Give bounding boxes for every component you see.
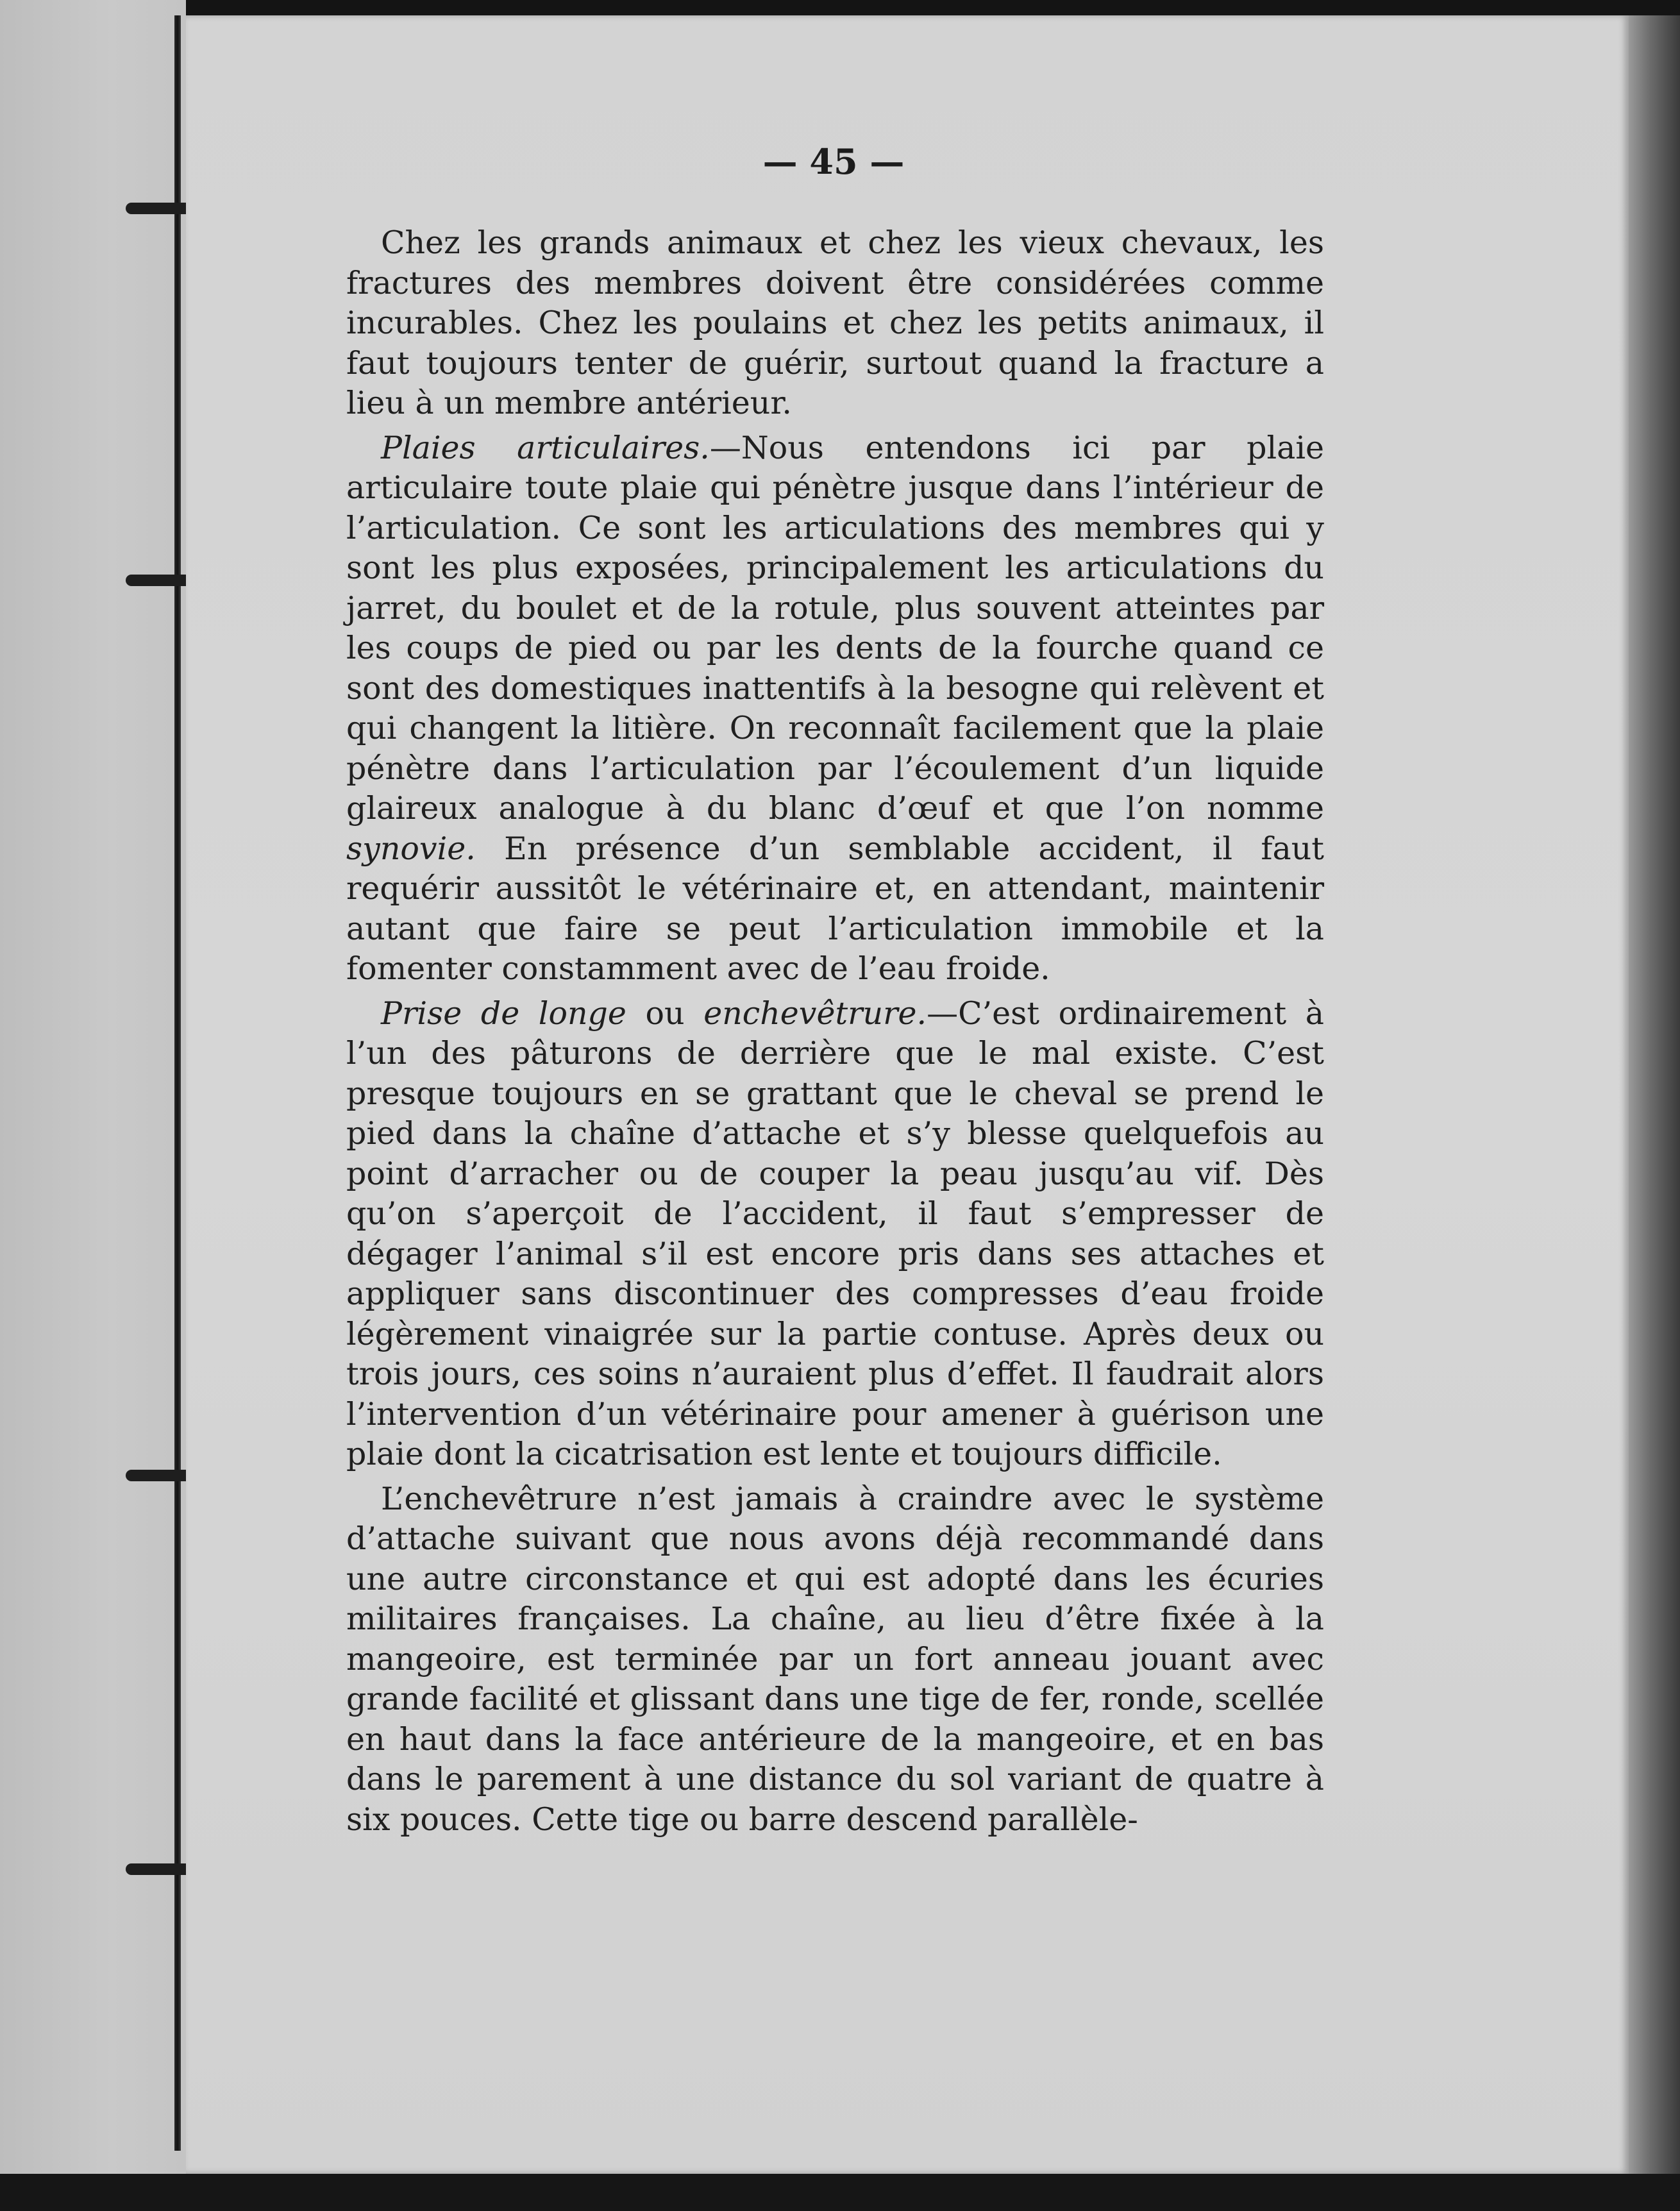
paragraph-enchevetrure [346,1479,1324,1840]
binding-line [174,15,181,2151]
paragraph-text: En présence d’un semblable accident, il faut requérir aussitôt le vétérinaire et, en attendant, maintenir autant que faire se peut l’articulation immobile et la fomenter constamment avec de l’eau froide. [346,830,1324,987]
paragraph-fractures [346,223,1324,424]
paragraph-prise-de-longe [346,994,1324,1475]
page-edge [1629,15,1680,2174]
paragraph-text: ou [626,995,704,1032]
section-heading: Plaies articulaires. [381,429,710,466]
page-number: — 45 — [762,141,905,182]
body-text [346,223,1324,1840]
section-heading: enchevêtrure. [703,995,927,1032]
scan-top-border [0,0,1680,15]
paragraph-text: Chez les grands animaux et chez les vieux chevaux, les fractures des membres doivent être considérées comme incurables. Chez les poulains et chez les petits animaux, il faut toujours tenter de guérir, surtout quand la fracture a lieu à un membre antérieur. [346,224,1324,421]
paragraph-text: —Nous entendons ici par plaie articulaire toute plaie qui pénètre jusque dans l’intérieur de l’articulation. Ce sont les articulations des membres qui y sont les plus exposées, principalement les articulations du jarret, du boulet et de la rotule, plus souvent atteintes par les coups de pied ou par les dents de la fourche quand ce sont des domestiques inattentifs à la besogne qui relèvent et qui changent la litière. On reconnaît facilement que la plaie pénètre dans l’articulation par l’écoulement d’un liquide glaireux analogue à du blanc d’œuf et que l’on nomme [346,429,1325,827]
scan-bottom-border [0,2174,1680,2211]
section-heading: Prise de longe [381,995,626,1032]
binding-margin [0,0,186,2174]
italic-term: synovie. [346,830,476,867]
paragraph-text: —C’est ordinairement à l’un des pâturons de derrière que le mal existe. C’est presque toujours en se grattant que le cheval se prend le pied dans la chaîne d’attache et s’y blesse quelquefois au point d’arracher ou de couper la peau jusqu’au vif. Dès qu’on s’aperçoit de l’accident, il faut s’empresser de dégager l’animal s’il est encore pris dans ses attaches et appliquer sans discontinuer des compresses d’eau froide légèrement vinaigrée sur la partie contuse. Après deux ou trois jours, ces soins n’auraient plus d’effet. Il faudrait alors l’intervention d’un vétérinaire pour amener à guérison une plaie dont la cicatrisation est lente et toujours difficile. [346,995,1324,1472]
paragraph-plaies-articulaires [346,428,1324,989]
paragraph-text: L’enchevêtrure n’est jamais à craindre avec le système d’attache suivant que nous avons déjà recommandé dans une autre circonstance et qui est adopté dans les écuries militaires françaises. La chaîne, au lieu d’être fixée à la mangeoire, est terminée par un fort anneau jouant avec grande facilité et glissant dans une tige de fer, ronde, scellée en haut dans la face antérieure de la mangeoire, et en bas dans le parement à une distance du sol variant de quatre à six pouces. Cette tige ou barre descend parallèle- [346,1480,1324,1838]
